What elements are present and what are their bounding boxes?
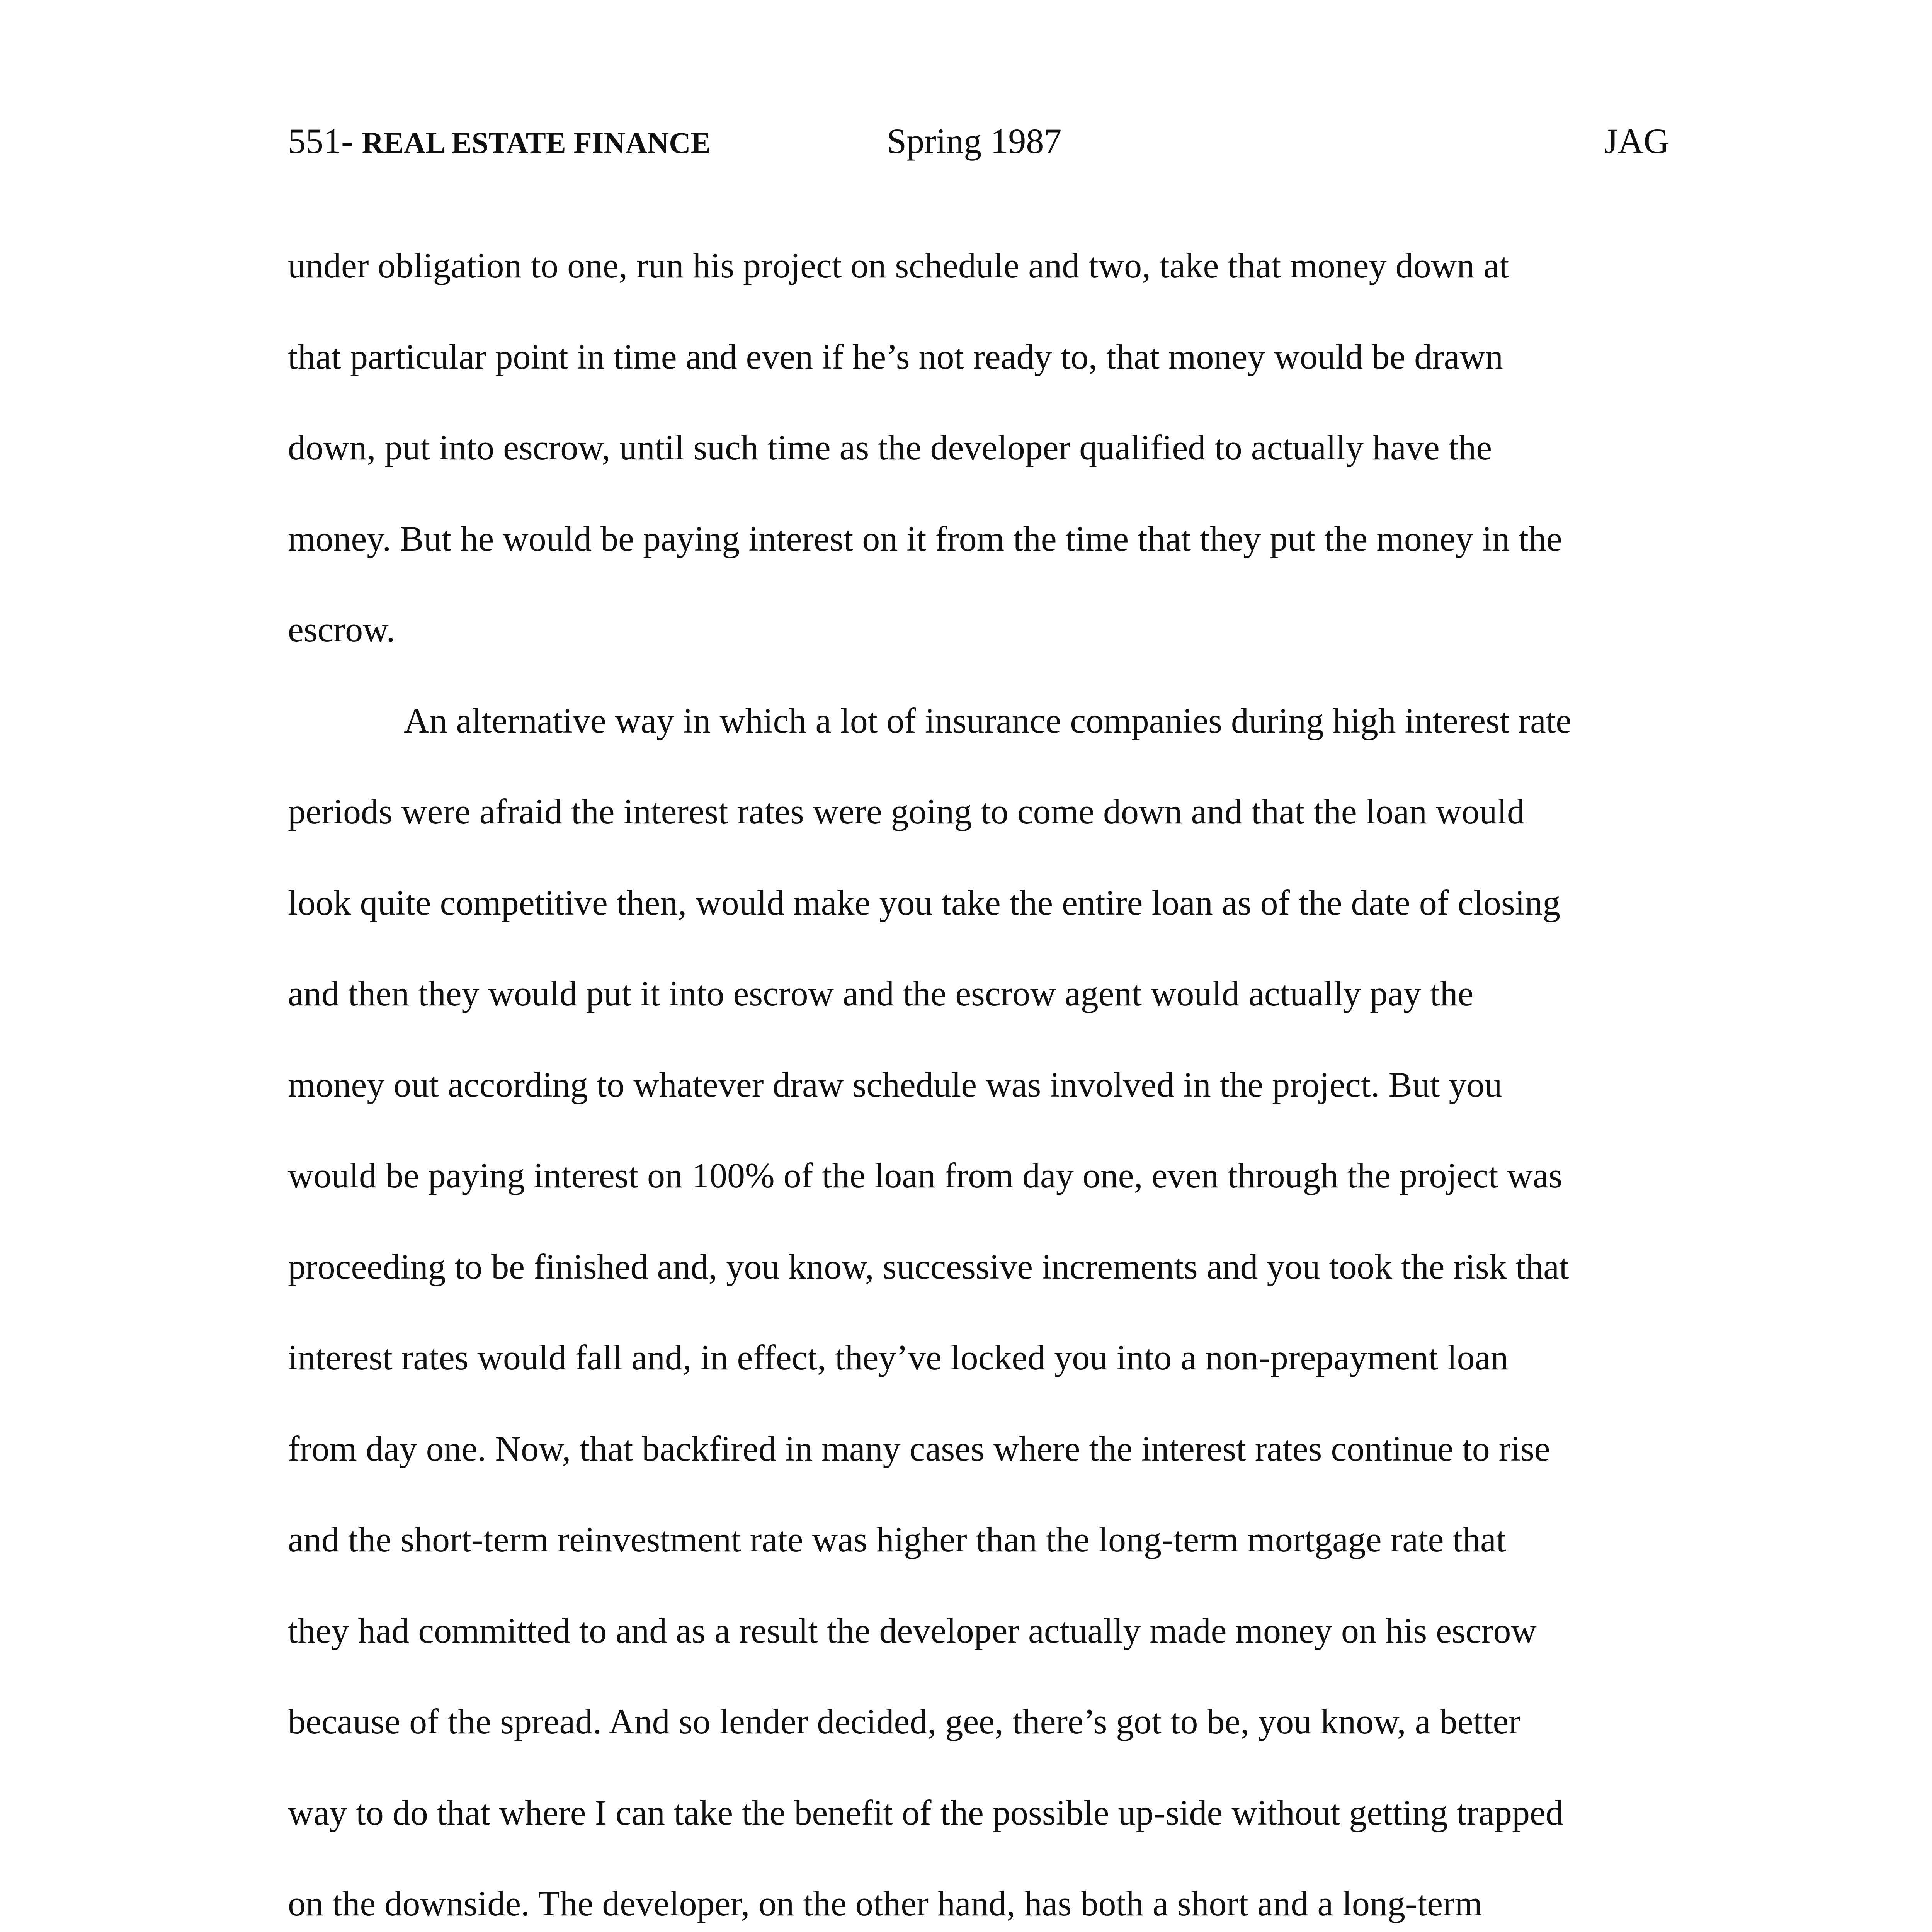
text-line: look quite competitive then, would make you take the entire loan as of the date of closing xyxy=(288,883,1561,922)
text-line: would be paying interest on 100% of the loan from day one, even through the project was xyxy=(288,1156,1563,1195)
text-line: money. But he would be paying interest on it from the time that they put the money in the xyxy=(288,519,1562,558)
text-line: and then they would put it into escrow and the escrow agent would actually pay the xyxy=(288,974,1474,1013)
header-term: Spring 1987 xyxy=(887,121,1062,161)
text-line: and the short-term reinvestment rate was higher than the long-term mortgage rate that xyxy=(288,1520,1506,1559)
transcript-body xyxy=(288,220,1679,1932)
text-line: periods were afraid the interest rates were going to come down and that the loan would xyxy=(288,792,1525,831)
text-line: because of the spread. And so lender decided, gee, there’s got to be, you know, a better xyxy=(288,1702,1520,1741)
header-course-title: REAL ESTATE FINANCE xyxy=(362,126,711,160)
header-course xyxy=(288,116,711,168)
text-line: down, put into escrow, until such time as the developer qualified to actually have the xyxy=(288,428,1492,467)
header-course-number: 551- xyxy=(288,121,362,161)
text-line: proceeding to be finished and, you know, successive increments and you took the risk that xyxy=(288,1247,1569,1286)
text-line: escrow. xyxy=(288,610,395,649)
text-line: from day one. Now, that backfired in many cases where the interest rates continue to rise xyxy=(288,1429,1550,1468)
text-line: on the downside. The developer, on the other hand, has both a short and a long-term xyxy=(288,1884,1483,1923)
text-line: way to do that where I can take the benefit of the possible up-side without getting trapped xyxy=(288,1793,1563,1832)
text-line: interest rates would fall and, in effect, they’ve locked you into a non-prepayment loan xyxy=(288,1338,1509,1377)
text-line: money out according to whatever draw schedule was involved in the project. But you xyxy=(288,1065,1502,1104)
text-line: they had committed to and as a result the developer actually made money on his escrow xyxy=(288,1611,1537,1650)
paragraph-first-line: An alternative way in which a lot of insurance companies during high interest rate xyxy=(404,701,1572,740)
text-line: that particular point in time and even if he’s not ready to, that money would be drawn xyxy=(288,337,1503,376)
header-initials: JAG xyxy=(1604,121,1669,161)
text-line: under obligation to one, run his project on schedule and two, take that money down at xyxy=(288,246,1509,285)
page-header xyxy=(288,116,1669,166)
